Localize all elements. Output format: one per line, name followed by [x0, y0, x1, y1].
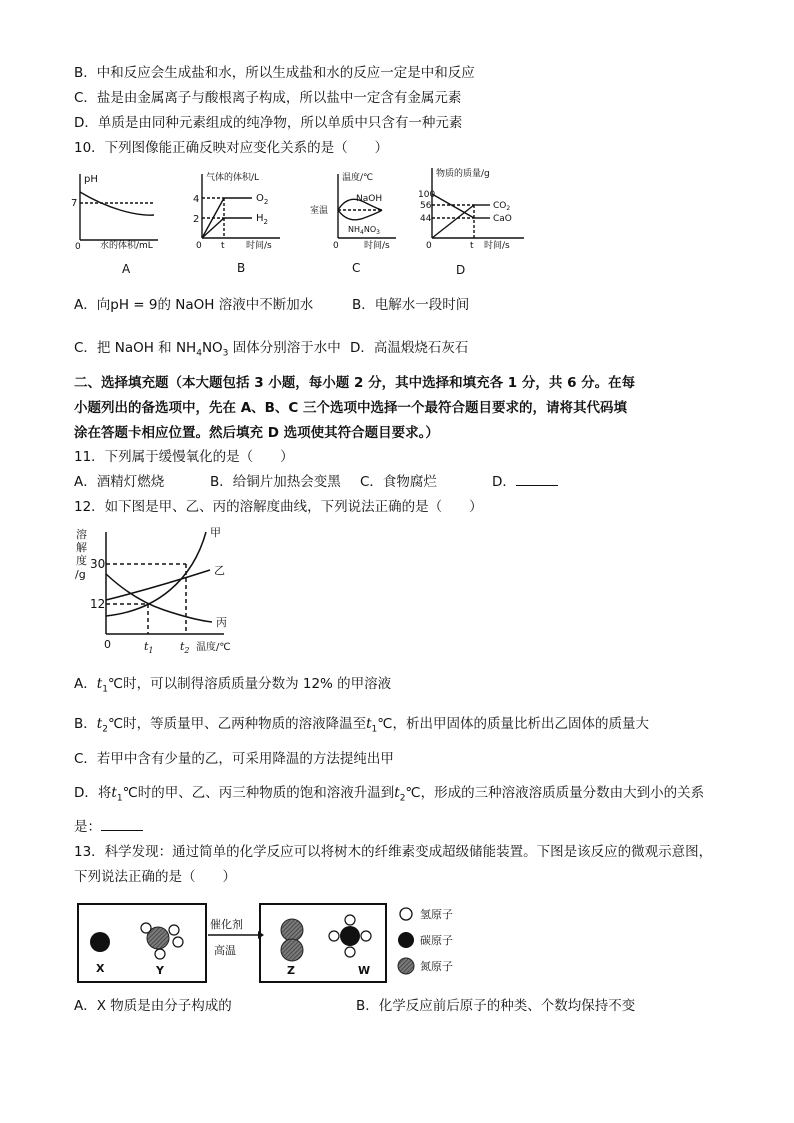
fig-a-ylabel: pH	[84, 174, 98, 185]
fig-b-xt: t	[221, 241, 225, 251]
fig-b-h2-label: $H_2$	[256, 213, 268, 226]
fig-c-ylabel: 温度/℃	[342, 173, 374, 183]
fig-c-nh4no3: $NH_4NO_3$	[348, 225, 380, 236]
q12-xt1: $t_1$	[144, 640, 154, 655]
fig-a-xlabel: 水的体积/mL	[100, 241, 153, 251]
q13-heat-label: 高温	[214, 944, 236, 957]
q10-option-a: A．向pH = 9的 NaOH 溶液中不断加水	[74, 297, 314, 313]
q11-option-a: A．酒精灯燃烧	[74, 474, 165, 490]
q11-option-b: B．给铜片加热会变黑	[210, 474, 341, 490]
section2-line3: 涂在答题卡相应位置。然后填充 D 选项使其符合题目要求。）	[74, 425, 439, 441]
q12-option-c: C．若甲中含有少量的乙，可采用降温的方法提纯出甲	[74, 751, 394, 767]
fig-c-room: 室温	[310, 206, 329, 216]
q12-ylabel-1: 溶	[76, 528, 87, 541]
q12-solubility-graph	[74, 522, 244, 658]
q13-label-z: Z	[287, 964, 295, 977]
q13-legend-c-icon	[398, 932, 414, 948]
q11-stem: 11．下列属于缓慢氧化的是（ ）	[74, 449, 294, 465]
q12-option-b: B．$t_2℃$时，等质量甲、乙两种物质的溶液降温至$t_1℃$，析出甲固体的质量比析出乙固体的质量大	[74, 716, 649, 735]
q9-option-b: B．中和反应会生成盐和水，所以生成盐和水的反应一定是中和反应	[74, 65, 475, 81]
fig-d-co2-line	[432, 205, 474, 238]
q12-option-a: A．$t_1℃$时，可以制得溶质质量分数为 12% 的甲溶液	[74, 676, 392, 695]
q12-option-d-line2: 是：	[74, 818, 143, 836]
section2-line2: 小题列出的备选项中，先在 A、B、C 三个选项中选择一个最符合题目要求的，请将其代码填	[74, 400, 628, 416]
q9-option-d: D．单质是由同种元素组成的纯净物，所以单质中只含有一种元素	[74, 115, 463, 131]
q13-option-b: B．化学反应前后原子的种类、个数均保持不变	[356, 998, 636, 1014]
q11-option-c: C．食物腐烂	[360, 474, 437, 490]
fig-d-cao-label: CaO	[493, 214, 512, 224]
fig-c-letter: C	[352, 261, 361, 275]
q10-option-d: D．高温煅烧石灰石	[350, 340, 469, 356]
fig-b-h2-line	[202, 218, 224, 238]
q12-xlabel: 温度/℃	[196, 642, 231, 653]
q10-stem: 10．下列图像能正确反映对应变化关系的是（ ）	[74, 140, 389, 156]
q10-figure-c	[308, 168, 400, 278]
fig-c-nh4no3-curve	[338, 210, 382, 220]
fig-c-naoh: NaOH	[356, 194, 383, 204]
q13-legend-h: 氢原子	[420, 908, 453, 921]
q13-label-y: Y	[156, 964, 164, 977]
q10-figure-a	[70, 168, 162, 278]
q13-label-x: X	[96, 962, 105, 975]
fig-d-tick-44: 44	[420, 214, 432, 224]
q13-z-nitrogen-atom-1	[281, 919, 303, 941]
fig-d-tick-56: 56	[420, 201, 432, 211]
q13-z-nitrogen-atom-2	[281, 939, 303, 961]
fig-c-xlabel: 时间/s	[364, 241, 390, 251]
fig-b-tick-2: 2	[193, 214, 200, 225]
q10-option-c: C．把 NaOH 和 $NH_4NO_3$ 固体分别溶于水中	[74, 340, 341, 359]
q12-curve-yi	[106, 570, 210, 600]
fig-b-origin: 0	[196, 241, 202, 251]
fig-c-origin: 0	[333, 241, 339, 251]
q12-label-bing: 丙	[216, 616, 227, 629]
q13-option-a: A．X 物质是由分子构成的	[74, 998, 232, 1014]
q13-catalyst-label: 催化剂	[210, 918, 243, 931]
fig-d-xt: t	[470, 241, 474, 251]
q12-label-jia: 甲	[210, 526, 221, 539]
fig-b-letter: B	[237, 261, 246, 275]
q13-legend-h-icon	[400, 908, 412, 920]
q13-stem-line2: 下列说法正确的是（ ）	[74, 869, 236, 885]
q12-stem: 12．如下图是甲、乙、丙的溶解度曲线，下列说法正确的是（ ）	[74, 499, 483, 515]
q12-ylabel-2: 解	[76, 541, 87, 554]
q10-figure-d	[418, 160, 528, 278]
q13-legend-c: 碳原子	[420, 934, 453, 947]
q12-answer-blank	[101, 818, 143, 831]
q13-label-w: W	[358, 964, 371, 977]
q13-legend-n: 氮原子	[420, 960, 453, 973]
q12-ylabel-3: 度	[76, 554, 87, 567]
q12-tick-30: 30	[90, 557, 106, 571]
q12-option-d: D．将$t_1℃$时的甲、乙、丙三种物质的饱和溶液升温到$t_2℃$，形成的三种溶液溶质质量分数由大到小的关系	[74, 785, 705, 804]
fig-b-o2-label: $O_2$	[256, 193, 269, 206]
fig-a-tick-7: 7	[71, 198, 78, 209]
q13-reaction-diagram	[74, 898, 494, 988]
q13-w-carbon-atom	[340, 926, 360, 946]
fig-a-origin: 0	[75, 242, 81, 252]
fig-d-origin: 0	[426, 241, 432, 251]
fig-b-tick-4: 4	[193, 194, 200, 205]
q13-x-carbon-atom	[90, 932, 110, 952]
q13-legend-n-icon	[398, 958, 414, 974]
section2-line1: 二、选择填充题（本大题包括 3 小题，每小题 2 分，其中选择和填充各 1 分，共 6 分。在每	[74, 375, 636, 391]
fig-a-letter: A	[122, 262, 131, 276]
q11-answer-blank	[516, 473, 558, 486]
fig-b-ylabel: 气体的体积/L	[206, 173, 260, 183]
q13-stem-line1: 13．科学发现：通过简单的化学反应可以将树木的纤维素变成超级储能装置。下图是该反应的微观示意图，	[74, 844, 713, 860]
q12-origin: 0	[104, 638, 111, 651]
fig-d-co2-label: $CO_2$	[493, 201, 511, 212]
q10-figure-b	[190, 168, 290, 278]
fig-d-tick-100: 100	[418, 190, 436, 200]
fig-d-caco3-line	[432, 194, 474, 218]
q12-tick-12: 12	[90, 597, 106, 611]
q10-option-b: B．电解水一段时间	[352, 297, 470, 313]
fig-d-ylabel: 物质的质量/g	[436, 169, 490, 179]
q9-option-c: C．盐是由金属离子与酸根离子构成，所以盐中一定含有金属元素	[74, 90, 462, 106]
q12-ylabel-4: /g	[75, 568, 86, 581]
q11-option-d: D．	[492, 473, 558, 491]
fig-d-letter: D	[456, 263, 466, 277]
q12-xt2: $t_2$	[180, 640, 190, 655]
fig-b-xlabel: 时间/s	[246, 241, 272, 251]
fig-d-xlabel: 时间/s	[484, 241, 510, 251]
q12-label-yi: 乙	[214, 564, 225, 577]
